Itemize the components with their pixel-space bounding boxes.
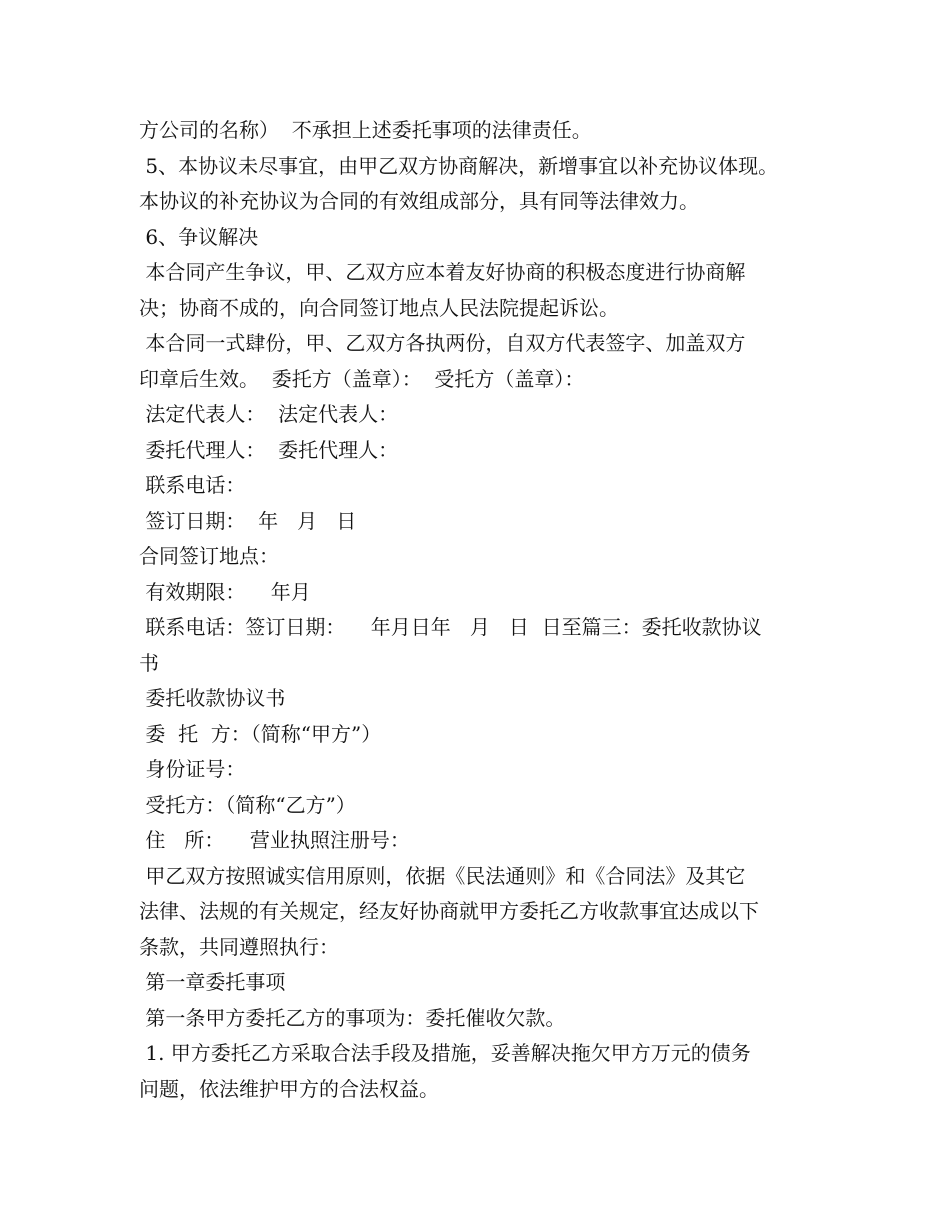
text-line: 书 xyxy=(139,650,159,675)
text-line: 本合同一式肆份，甲、乙双方各执两份，自双方代表签字、加盖双方 xyxy=(139,331,746,355)
form-field-line: 住 所： 营业执照注册号： xyxy=(139,828,410,852)
text-line: 印章后生效。 委托方（盖章）： 受托方（盖章）： xyxy=(139,366,585,391)
form-field-line: 身份证号： xyxy=(139,757,246,781)
text-line: 决；协商不成的，向合同签订地点人民法院提起诉讼。 xyxy=(139,295,619,320)
text-line: 甲乙双方按照诚实信用原则，依据《民法通则》和《合同法》及其它 xyxy=(139,863,746,888)
document-body xyxy=(139,113,829,1107)
text-line: 问题，依法维护甲方的合法权益。 xyxy=(139,1076,439,1101)
section-heading: 6、争议解决 xyxy=(139,224,259,249)
form-field-line: 联系电话： xyxy=(139,473,246,497)
form-field-line: 有效期限： 年月 xyxy=(139,579,311,604)
text-line: 本协议的补充协议为合同的有效组成部分，具有同等法律效力。 xyxy=(139,189,699,213)
text-line: 本合同产生争议，甲、乙双方应本着友好协商的积极态度进行协商解 xyxy=(139,260,746,284)
form-field-line: 受托方：（简称“乙方”） xyxy=(139,792,356,817)
text-line: 5、本协议未尽事宜，由甲乙双方协商解决，新增事宜以补充协议体现。 xyxy=(139,153,779,178)
text-line: 第一条甲方委托乙方的事项为：委托催收欠款。 xyxy=(139,1005,566,1030)
form-field-line: 法定代表人： 法定代表人： xyxy=(139,402,399,426)
chapter-heading: 第一章委托事项 xyxy=(139,970,286,994)
text-line: 方公司的名称） 不承担上述委托事项的法律责任。 xyxy=(139,118,592,142)
form-field-line: 委托代理人： 委托代理人： xyxy=(139,437,399,462)
form-field-line: 合同签订地点： xyxy=(139,544,279,568)
text-line: 1. 甲方委托乙方采取合法手段及措施，妥善解决拖欠甲方万元的债务 xyxy=(139,1041,751,1065)
text-line: 联系电话：签订日期： 年月日年 月 日 日至篇三：委托收款协议 xyxy=(139,615,762,639)
form-field-line: 签订日期： 年 月 日 xyxy=(139,508,357,533)
form-field-line: 委 托 方：（简称“甲方”） xyxy=(139,721,382,746)
document-title: 委托收款协议书 xyxy=(139,686,286,710)
text-line: 法律、法规的有关规定，经友好协商就甲方委托乙方收款事宜达成以下 xyxy=(139,899,759,923)
text-line: 条款，共同遵照执行： xyxy=(139,934,339,959)
